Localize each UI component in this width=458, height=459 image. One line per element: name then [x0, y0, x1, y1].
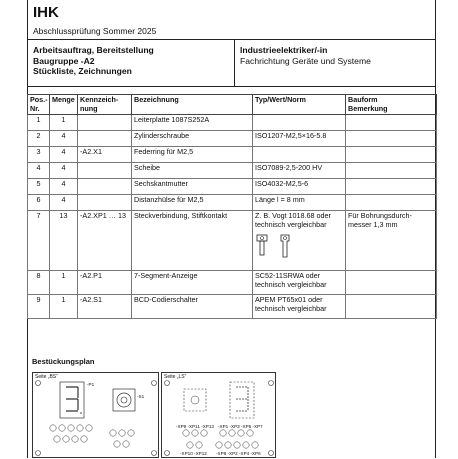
cell: ISO4032-M2,5-6 [253, 179, 346, 195]
s1-label: -S1 [137, 394, 145, 399]
cell: 7-Segment-Anzeige [132, 271, 253, 295]
info-divider [234, 40, 235, 86]
table-row [28, 295, 437, 319]
cell: 5 [28, 179, 50, 195]
cell [78, 115, 132, 131]
cell: SC52-11SRWA oder technisch vergleichbar [253, 271, 346, 295]
cell: 8 [28, 271, 50, 295]
cell: Sechskantmutter [132, 179, 253, 195]
cell [78, 131, 132, 147]
col-pos: Pos.- Nr. [28, 95, 50, 115]
cell [253, 115, 346, 131]
cell: 2 [28, 131, 50, 147]
cell: Leiterplatte 1087S252A [132, 115, 253, 131]
info-block [27, 40, 436, 87]
ls-row1b-label: -XP1 -XP3 -XP5 -XP7 [218, 424, 263, 429]
order-line: Baugruppe -A2 [33, 55, 95, 66]
table-row [28, 147, 437, 163]
cell: 9 [28, 295, 50, 319]
table-row [28, 163, 437, 179]
cell [78, 163, 132, 179]
cell [78, 179, 132, 195]
cell: 3 [28, 147, 50, 163]
col-menge: Menge [50, 95, 78, 115]
cell [346, 163, 437, 179]
cell: BCD-Codierschalter [132, 295, 253, 319]
col-bezeichnung: Bezeichnung [132, 95, 253, 115]
board-bs-label: Seite „BS“ [35, 374, 58, 380]
board-ls-label: Seite „LS“ [164, 374, 187, 380]
ls-row2b-label: -XP8 -XP2 -XP4 -XP6 [216, 451, 261, 456]
cell [346, 131, 437, 147]
col-kennzeichnung: Kennzeich- nung [78, 95, 132, 115]
cell: ISO7089-2,5-200 HV [253, 163, 346, 179]
table-row [28, 115, 437, 131]
board-ls-drawing [162, 373, 277, 459]
plan-title: Bestückungsplan [32, 357, 95, 366]
cell: 13 [50, 211, 78, 271]
cell [78, 195, 132, 211]
cell: 4 [50, 147, 78, 163]
cell [346, 195, 437, 211]
board-ls [161, 372, 276, 458]
cell: -A2.P1 [78, 271, 132, 295]
page-title: IHK [33, 4, 59, 21]
cell [346, 271, 437, 295]
cell: 6 [28, 195, 50, 211]
cell: Für Bohrungsdurch-messer 1,3 mm [346, 211, 437, 271]
table-row [28, 179, 437, 195]
col-typ: Typ/Wert/Norm [253, 95, 346, 115]
cell: 4 [50, 179, 78, 195]
p1-label: -P1 [87, 382, 95, 387]
cell-text: Z. B. Vogt 1018.68 oder technisch vergleichbar [255, 211, 331, 229]
cell: Scheibe [132, 163, 253, 179]
ls-row2-label: -XP10 -XP12 [180, 451, 207, 456]
cell [346, 147, 437, 163]
cell: ISO1207-M2,5×16-5.8 [253, 131, 346, 147]
order-line: Arbeitsauftrag, Bereitstellung [33, 45, 154, 55]
cell: 4 [50, 163, 78, 179]
cell: 4 [50, 195, 78, 211]
cell: APEM PT65x01 oder technisch vergleichbar [253, 295, 346, 319]
profession-subtitle: Fachrichtung Geräte und Systeme [240, 56, 371, 66]
header [27, 0, 436, 40]
table-row [28, 131, 437, 147]
cell [346, 115, 437, 131]
cell [253, 147, 346, 163]
board-bs-drawing [33, 373, 160, 459]
cell: Zylinderschraube [132, 131, 253, 147]
cell: 1 [50, 271, 78, 295]
cell: 4 [28, 163, 50, 179]
cell: Länge l = 8 mm [253, 195, 346, 211]
cell [346, 295, 437, 319]
cell [346, 179, 437, 195]
profession-title: Industrieelektriker/-in [240, 45, 328, 55]
ls-row1-label: -XP9 -XP11 -XP13 [176, 424, 214, 429]
pin-contact-icon [255, 233, 305, 259]
page-subtitle: Abschlussprüfung Sommer 2025 [33, 26, 157, 36]
cell [253, 211, 346, 271]
table-row [28, 195, 437, 211]
cell: -A2.XP1 … 13 [78, 211, 132, 271]
cell: 7 [28, 211, 50, 271]
board-bs [32, 372, 159, 458]
col-bauform: Bauform Bemerkung [346, 95, 437, 115]
cell: -A2.X1 [78, 147, 132, 163]
table-header-row [28, 95, 437, 115]
cell: 1 [50, 115, 78, 131]
cell: -A2.S1 [78, 295, 132, 319]
cell: Steckverbindung, Stiftkontakt [132, 211, 253, 271]
cell: 1 [50, 295, 78, 319]
order-info [33, 45, 233, 77]
cell: 1 [28, 115, 50, 131]
cell: Distanzhülse für M2,5 [132, 195, 253, 211]
cell: Federring für M2,5 [132, 147, 253, 163]
cell: 4 [50, 131, 78, 147]
order-line: Stückliste, Zeichnungen [33, 66, 132, 76]
table-row [28, 271, 437, 295]
parts-table [27, 94, 437, 319]
table-row [28, 211, 437, 271]
